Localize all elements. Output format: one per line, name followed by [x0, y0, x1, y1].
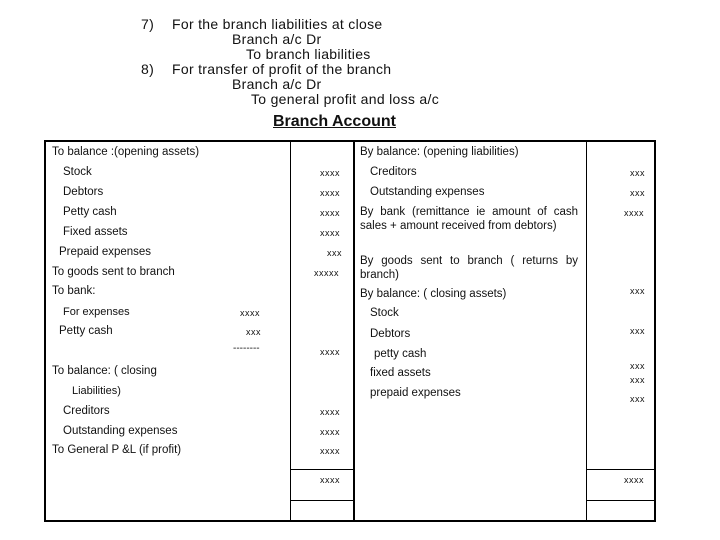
- left-stock-label: Stock: [63, 166, 92, 178]
- left-outstanding-label: Outstanding expenses: [63, 425, 178, 437]
- branch-account-ledger: [44, 140, 656, 522]
- right-goods-sent-label: By goods sent to branch ( returns by branch): [360, 255, 578, 281]
- right-prepaid-amount: xxx: [630, 394, 645, 404]
- left-goods-sent-label: To goods sent to branch: [52, 266, 175, 278]
- entry-8-description: For transfer of profit of the branch: [172, 61, 392, 77]
- center-divider: [353, 142, 355, 520]
- left-to-bank-label: To bank:: [52, 285, 96, 297]
- left-total-line: [290, 469, 353, 470]
- entry-8-number: 8): [141, 61, 155, 77]
- left-debtors-amount: xxxx: [320, 188, 340, 198]
- left-petty-cash-label: Petty cash: [63, 206, 117, 218]
- right-creditors-label: Creditors: [370, 166, 417, 178]
- right-outstanding-amount: xxx: [630, 188, 645, 198]
- entry-7-debit: Branch a/c Dr: [232, 31, 322, 47]
- entry-7-credit: To branch liabilities: [246, 46, 371, 62]
- right-total-amount: xxxx: [624, 475, 644, 485]
- left-creditors-label: Creditors: [63, 405, 110, 417]
- right-fixed-assets-label: fixed assets: [370, 367, 431, 379]
- left-closing-heading: To balance: ( closing: [52, 365, 157, 377]
- right-creditors-amount: xxx: [630, 168, 645, 178]
- right-petty-cash-label: petty cash: [374, 348, 427, 360]
- left-total-amount: xxxx: [320, 475, 340, 485]
- left-debtors-label: Debtors: [63, 186, 104, 198]
- left-fixed-assets-amount: xxxx: [320, 228, 340, 238]
- right-debtors-amount: xxx: [630, 326, 645, 336]
- left-opening-heading: To balance :(opening assets): [52, 146, 200, 158]
- entry-8-debit: Branch a/c Dr: [232, 76, 322, 92]
- left-for-expenses-amount: xxxx: [240, 308, 260, 318]
- entry-8-credit: To general profit and loss a/c: [251, 91, 439, 107]
- left-for-expenses-label: For expenses: [63, 306, 130, 318]
- right-total-line: [586, 469, 656, 470]
- left-bank-petty-cash-amount: xxx: [246, 327, 261, 337]
- right-stock-label: Stock: [370, 307, 399, 319]
- page-title: Branch Account: [273, 113, 396, 130]
- left-prepaid-amount: xxx: [327, 248, 342, 258]
- left-total-underline: [290, 500, 353, 501]
- right-petty-cash-amount: xxx: [630, 361, 645, 371]
- right-prepaid-label: prepaid expenses: [370, 387, 461, 399]
- right-fixed-assets-amount: xxx: [630, 375, 645, 385]
- left-bank-total-amount: xxxx: [320, 347, 340, 357]
- right-by-bank-label: By bank (remittance ie amount of cash sales + amount received from debtors): [360, 206, 578, 232]
- left-goods-sent-amount: xxxxx: [314, 268, 339, 278]
- left-prepaid-label: Prepaid expenses: [59, 246, 152, 258]
- right-opening-heading: By balance: (opening liabilities): [360, 146, 519, 158]
- left-fixed-assets-label: Fixed assets: [63, 226, 128, 238]
- left-petty-cash-amount: xxxx: [320, 208, 340, 218]
- left-general-pl-label: To General P &L (if profit): [52, 444, 182, 456]
- right-debtors-label: Debtors: [370, 328, 411, 340]
- left-stock-amount: xxxx: [320, 168, 340, 178]
- left-closing-heading-cont: Liabilities): [72, 385, 121, 397]
- right-closing-heading: By balance: ( closing assets): [360, 288, 507, 300]
- left-creditors-amount: xxxx: [320, 407, 340, 417]
- right-stock-amount: xxx: [630, 286, 645, 296]
- right-outstanding-label: Outstanding expenses: [370, 186, 485, 198]
- right-by-bank-amount: xxxx: [624, 208, 644, 218]
- left-amount-divider: [290, 142, 291, 520]
- left-general-pl-amount: xxxx: [320, 446, 340, 456]
- left-bank-petty-cash-label: Petty cash: [59, 325, 113, 337]
- left-outstanding-amount: xxxx: [320, 427, 340, 437]
- right-amount-divider: [586, 142, 587, 520]
- entry-7-number: 7): [141, 16, 155, 32]
- right-total-underline: [586, 500, 656, 501]
- left-subtotal-dashes: --------: [233, 343, 260, 354]
- entry-7-description: For the branch liabilities at close: [172, 16, 383, 32]
